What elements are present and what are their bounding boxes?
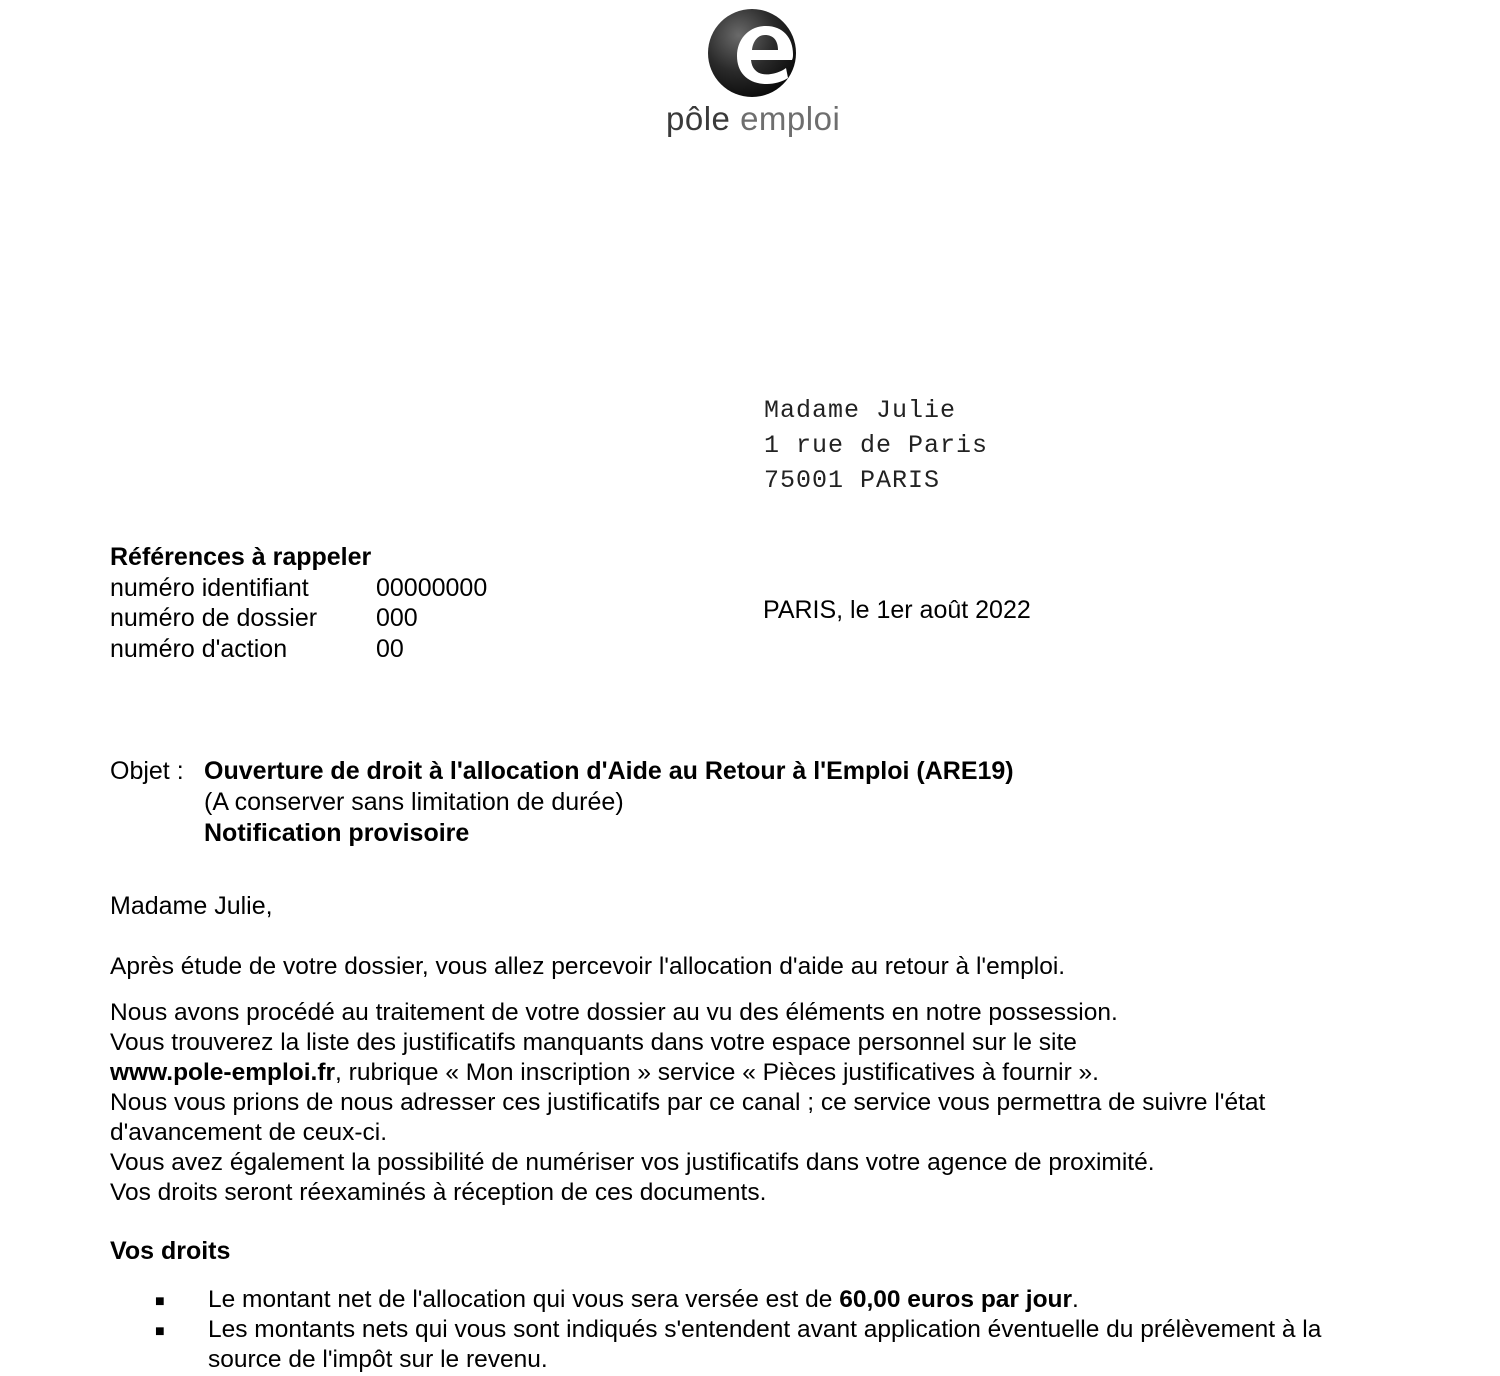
brand-wordmark: [666, 100, 840, 138]
recipient-street: 1 rue de Paris: [764, 431, 989, 460]
body-line: Nous avons procédé au traitement de votre dossier au vu des éléments en notre possession.: [110, 999, 1118, 1026]
reference-value: 00: [376, 634, 404, 663]
pole-emploi-logo-icon: [707, 8, 803, 98]
subject-title: Ouverture de droit à l'allocation d'Aide au Retour à l'Emploi (ARE19): [204, 757, 1014, 785]
body-line: Vos droits seront réexaminés à réception de ces documents.: [110, 1179, 767, 1206]
subject-label: Objet :: [110, 757, 184, 785]
salutation: Madame Julie,: [110, 892, 273, 920]
brand-wordmark-part2: emploi: [740, 100, 841, 137]
body-line: [110, 1058, 1400, 1088]
reference-row: [110, 634, 487, 665]
letter-date: PARIS, le 1er août 2022: [763, 596, 1031, 624]
reference-value: 00000000: [376, 573, 488, 602]
website-link[interactable]: www.pole-emploi.fr: [110, 1059, 336, 1086]
reference-row: [110, 573, 487, 604]
reference-label: numéro de dossier: [110, 604, 318, 632]
recipient-name: Madame Julie: [764, 396, 957, 425]
reference-label: numéro identifiant: [110, 573, 309, 602]
bullet-icon: ■: [155, 1293, 165, 1310]
body-line: Nous vous prions de nous adresser ces justificatifs par ce canal ; ce service vous permettra de suivre l'état d'avancement de ceux-ci.: [110, 1089, 1266, 1146]
references-block: [110, 542, 487, 664]
rights-title: Vos droits: [110, 1237, 231, 1265]
body-line: Vous avez également la possibilité de numériser vos justificatifs dans votre agence de proximité.: [110, 1149, 1155, 1176]
bullet-icon: ■: [155, 1323, 165, 1340]
intro-paragraph: Après étude de votre dossier, vous allez percevoir l'allocation d'aide au retour à l'emploi.: [110, 953, 1066, 980]
body-paragraph: [110, 998, 1400, 1208]
subject-note: (A conserver sans limitation de durée): [204, 788, 624, 816]
bullet-text: Le montant net de l'allocation qui vous sera versée est de: [208, 1286, 840, 1313]
rights-bullet: [208, 1285, 1398, 1315]
body-line: Vous trouverez la liste des justificatifs manquants dans votre espace personnel sur le site: [110, 1029, 1077, 1056]
subject-status: Notification provisoire: [204, 819, 470, 847]
reference-row: [110, 603, 487, 634]
recipient-city: 75001 PARIS: [764, 466, 941, 495]
bullet-end: .: [1072, 1286, 1079, 1313]
brand-wordmark-part1: pôle: [666, 100, 731, 137]
reference-label: numéro d'action: [110, 634, 288, 663]
allowance-amount: 60,00 euros par jour: [839, 1286, 1073, 1313]
body-line-rest: , rubrique « Mon inscription » service « Pièces justificatives à fournir ».: [335, 1059, 1099, 1086]
rights-bullet: Les montants nets qui vous sont indiqués s'entendent avant application éventuelle du prélèvement à la source de l'impôt sur le revenu.: [208, 1316, 1322, 1373]
references-title: Références à rappeler: [110, 543, 372, 571]
recipient-address: [764, 393, 988, 498]
reference-value: 000: [376, 604, 418, 632]
subject-block: [110, 756, 1014, 849]
